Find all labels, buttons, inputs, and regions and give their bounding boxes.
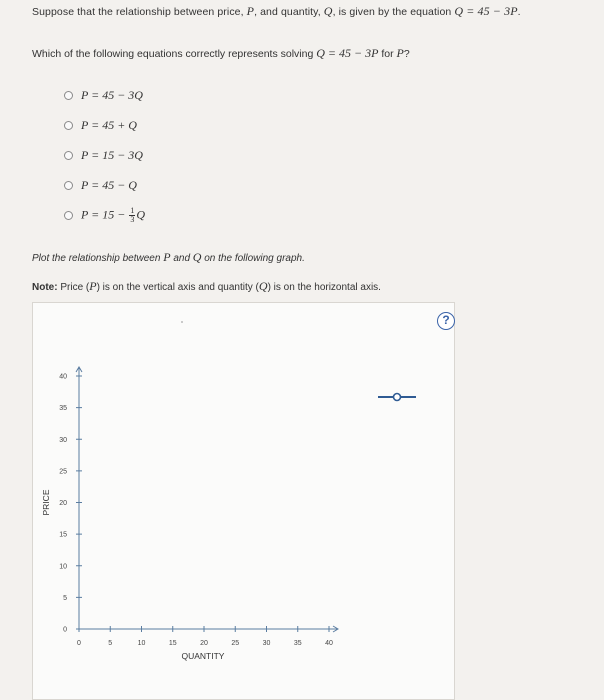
option-label: P = 15 − 3Q (81, 147, 143, 162)
y-tick-label: 0 (63, 626, 67, 634)
help-icon[interactable]: ? (437, 312, 455, 330)
x-axis-title: QUANTITY (181, 651, 225, 661)
y-tick-label: 25 (59, 468, 67, 476)
option-label: P = 45 − 3Q (81, 87, 143, 102)
option-label: P = 45 − Q (81, 177, 137, 192)
y-tick-label: 40 (59, 373, 67, 381)
note-text: Note: Price (P) is on the vertical axis and quantity (Q) is on the horizontal axis. (32, 279, 381, 293)
var-p: P (246, 4, 255, 18)
x-tick-label: 5 (108, 640, 113, 647)
y-tick-label: 20 (59, 500, 67, 507)
line-tool-point (394, 394, 401, 401)
x-tick-label: 15 (168, 640, 177, 647)
x-tick-label: 35 (293, 640, 302, 647)
y-tick-label: 35 (59, 405, 67, 413)
y-axis-title: PRICE (41, 489, 51, 516)
given-equation: Q = 45 − 3P (454, 4, 518, 18)
line-tool[interactable] (378, 394, 416, 401)
chart-layer (41, 367, 338, 661)
x-tick-label: 20 (200, 640, 208, 647)
question-prompt: Which of the following equations correctly represents solving Q = 45 − 3P for P? (32, 46, 410, 60)
x-tick-label: 0 (77, 640, 81, 647)
plot-instructions: Plot the relationship between P and Q on the following graph. (32, 250, 305, 264)
var-q: Q (323, 4, 333, 18)
x-tick-label: 25 (231, 640, 240, 647)
y-tick-label: 5 (63, 594, 67, 602)
fraction: $\frac{1}{3}$ (130, 205, 135, 224)
option-label: P = 15 − $\frac{1}{3}$ Q (81, 205, 145, 224)
y-tick-label: 15 (59, 531, 67, 539)
x-tick-label: 30 (262, 640, 271, 647)
question-intro: Suppose that the relationship between price, P, and quantity, Q, is given by the equation Q = 45 − 3P. (32, 4, 521, 18)
y-tick-label: 30 (59, 436, 67, 444)
x-tick-label: 10 (137, 640, 146, 647)
x-tick-label: 40 (325, 640, 333, 647)
y-tick-label: 10 (59, 563, 67, 571)
option-label: P = 45 + Q (81, 117, 137, 132)
